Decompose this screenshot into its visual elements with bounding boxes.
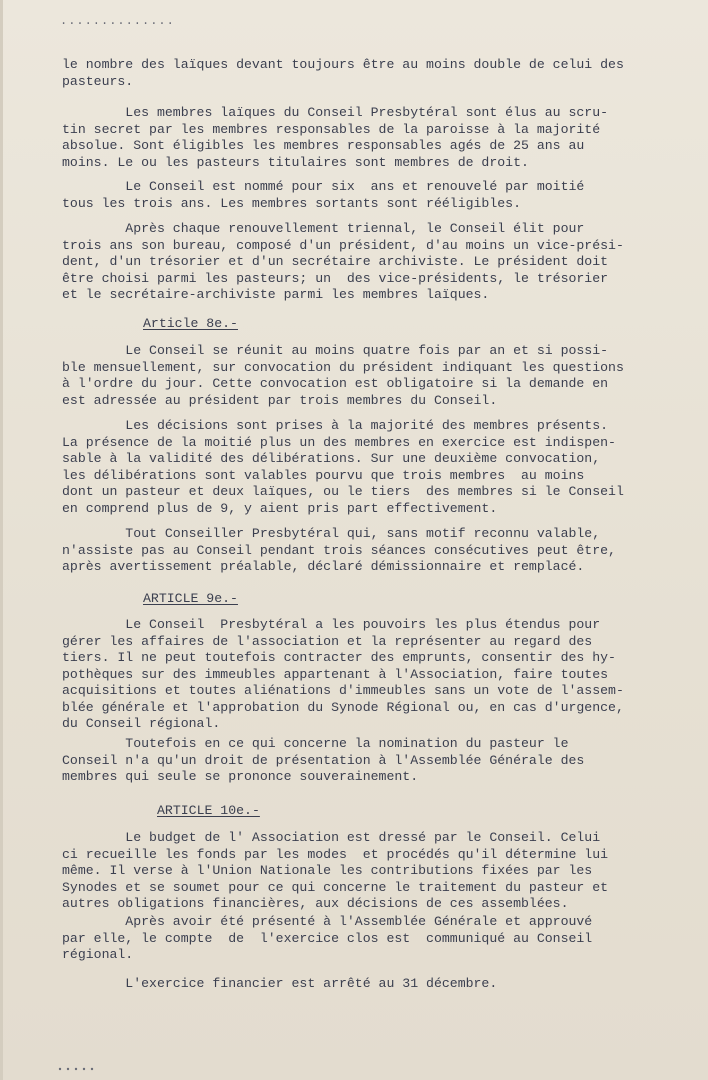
paragraph-2: Les membres laïques du Conseil Presbytéral sont élus au scru- tin secret par les membres responsables de la paroisse à la majorité absolue. Sont éligibles les membres responsables agés de 25 ans au moins. Le ou les pasteurs titulaires sont membres de droit. xyxy=(62,105,609,170)
paragraph-1: le nombre des laïques devant toujours être au moins double de celui des pasteurs. xyxy=(62,57,624,89)
paragraph-5: Le Conseil se réunit au moins quatre fois par an et si possi- ble mensuellement, sur convocation du président indiquant les questions à l'ordre du jour. Cette convocation est obligatoire si la demande en est adressée au président par trois membres du Conseil. xyxy=(62,343,624,408)
article-10-heading: ARTICLE 10e.- xyxy=(157,803,260,818)
article-8-heading: Article 8e.- xyxy=(143,316,238,331)
paragraph-6: Les décisions sont prises à la majorité des membres présents. La présence de la moitié plus un des membres en exercice est indispen- sable à la validité des délibérations. Sur une deuxième convocation, les délibérations sont valables pourvu que trois membres au moins dont un pasteur et deux laïques, ou le tiers des membres si le Conseil en comprend plus de 9, y aient pris part effectivement. xyxy=(62,418,624,516)
paragraph-4: Après chaque renouvellement triennal, le Conseil élit pour trois ans son bureau, composé d'un président, d'au moins un vice-prési- dent, d'un trésorier et d'un secrétaire archiviste. Le président doit être choisi parmi les pasteurs; un des vice-présidents, le trésorier et le secrétaire-archiviste parmi les membres laïques. xyxy=(62,221,624,302)
page-edge xyxy=(0,0,3,1080)
paragraph-7: Tout Conseiller Presbytéral qui, sans motif reconnu valable, n'assiste pas au Conseil pendant trois séances consécutives peut être, après avertissement préalable, déclaré démissionnaire et remplacé. xyxy=(62,526,616,574)
article-9-heading: ARTICLE 9e.- xyxy=(143,591,238,606)
paragraph-9: Toutefois en ce qui concerne la nomination du pasteur le Conseil n'a qu'un droit de présentation à l'Assemblée Générale des membres qui seule se prononce souverainement. xyxy=(62,736,585,784)
paragraph-10: Le budget de l' Association est dressé par le Conseil. Celui ci recueille les fonds par les modes et procédés qu'il détermine lui même. Il verse à l'Union Nationale les contributions fixées par les Synodes et se soumet pour ce qui concerne le traitement du pasteur et autres obligations financières, aux décisions de ces assemblées. xyxy=(62,830,609,911)
bottom-dots-decoration xyxy=(0,1066,708,1072)
paragraph-12: L'exercice financier est arrêté au 31 décembre. xyxy=(62,976,498,991)
paragraph-8: Le Conseil Presbytéral a les pouvoirs les plus étendus pour gérer les affaires de l'association et la représenter au regard des tiers. Il ne peut toutefois contracter des emprunts, consentir des hy- pothèques sur des immeubles appartenant à l'Association, faire toutes acquisitions et toutes aliénations d'immeubles sans un vote de l'assem- blée générale et l'approbation du Synode Régional ou, en cas d'urgence, du Conseil régional. xyxy=(62,617,624,731)
paragraph-11: Après avoir été présenté à l'Assemblée Générale et approuvé par elle, le compte de l'exercice clos est communiqué au Conseil régional. xyxy=(62,914,593,962)
paragraph-3: Le Conseil est nommé pour six ans et renouvelé par moitié tous les trois ans. Les membres sortants sont rééligibles. xyxy=(62,179,585,211)
header-dots: .............. xyxy=(60,14,175,28)
